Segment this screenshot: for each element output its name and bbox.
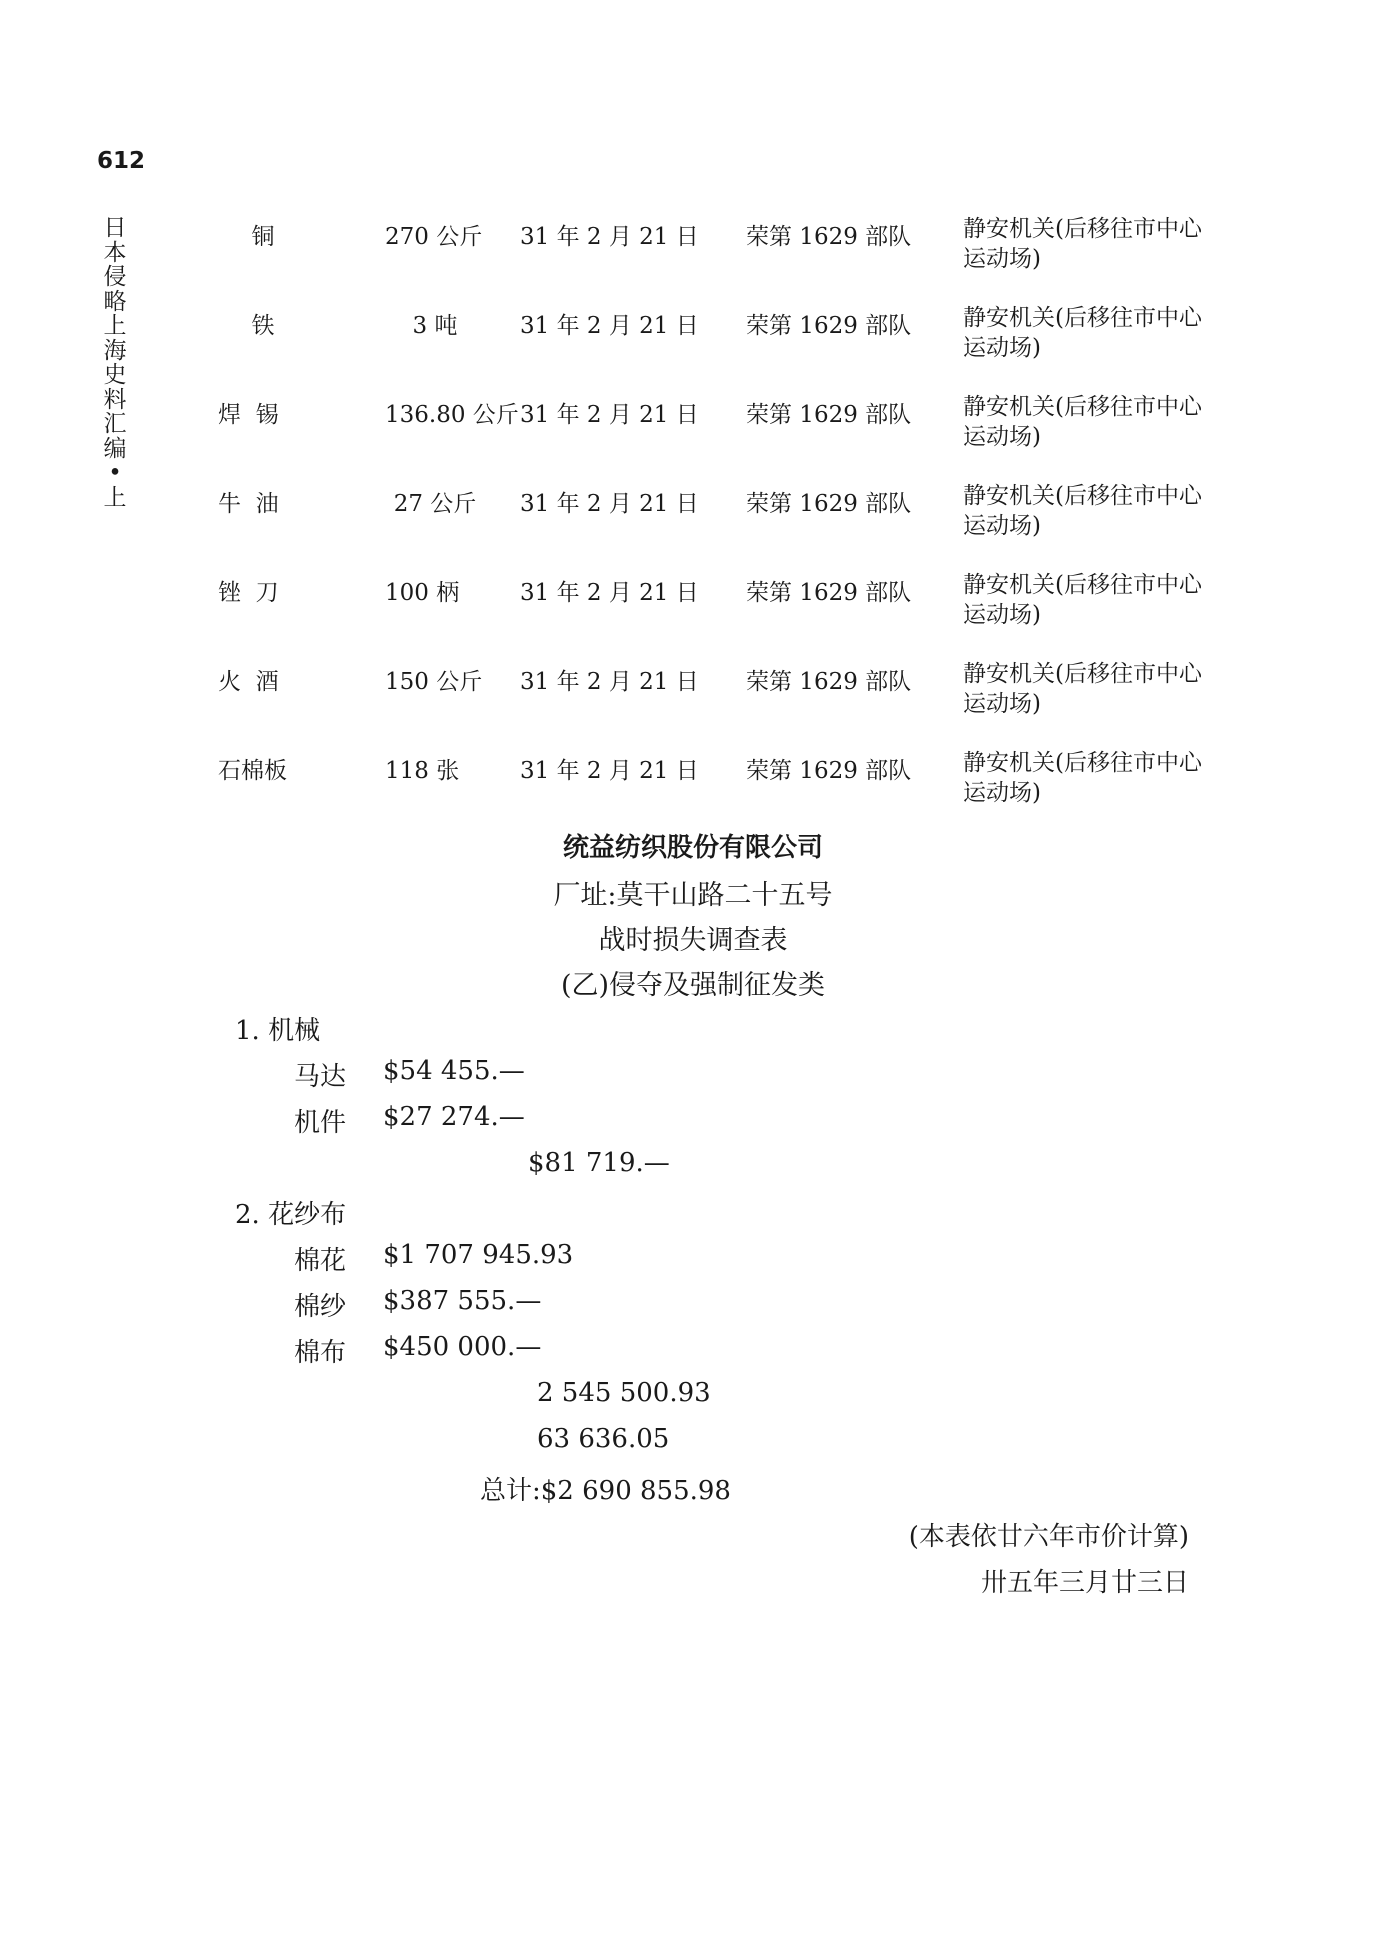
item-name: 锉 刀 bbox=[218, 580, 279, 606]
military-unit: 荣第 1629 部队 bbox=[746, 758, 912, 784]
table-row bbox=[0, 659, 1386, 721]
seizure-date: 31 年 2 月 21 日 bbox=[520, 313, 699, 339]
table-row bbox=[0, 748, 1386, 810]
item-label: 棉纱 bbox=[294, 1292, 347, 1322]
location: 静安机关(后移往市中心运动场) bbox=[963, 394, 1202, 450]
location: 静安机关(后移往市中心运动场) bbox=[963, 305, 1202, 361]
table-row bbox=[0, 392, 1386, 454]
subtotal: $81 719.— bbox=[528, 1148, 670, 1178]
quantity: 100 柄 bbox=[385, 580, 460, 606]
grand-total: 总计:$2 690 855.98 bbox=[480, 1476, 731, 1506]
item-value: $27 274.— bbox=[383, 1102, 525, 1132]
item-value: $1 707 945.93 bbox=[383, 1240, 574, 1270]
item-name: 铜 bbox=[251, 224, 275, 250]
item-name: 焊 锡 bbox=[218, 402, 279, 428]
item-value: $450 000.— bbox=[383, 1332, 542, 1362]
seizure-date: 31 年 2 月 21 日 bbox=[520, 491, 699, 517]
seizure-date: 31 年 2 月 21 日 bbox=[520, 224, 699, 250]
item-name: 牛 油 bbox=[218, 491, 279, 517]
item-label: 棉花 bbox=[294, 1246, 347, 1276]
additional-amount: 63 636.05 bbox=[537, 1424, 670, 1454]
quantity: 118 张 bbox=[385, 758, 460, 784]
item-name: 火 酒 bbox=[218, 669, 279, 695]
seizure-date: 31 年 2 月 21 日 bbox=[520, 669, 699, 695]
running-title: 日本侵略上海史料汇编•上 bbox=[103, 215, 127, 511]
table-row bbox=[0, 570, 1386, 632]
table-row bbox=[0, 214, 1386, 276]
quantity: 27 公斤 bbox=[393, 491, 477, 517]
military-unit: 荣第 1629 部队 bbox=[746, 580, 912, 606]
quantity: 3 吨 bbox=[412, 313, 458, 339]
seizure-date: 31 年 2 月 21 日 bbox=[520, 758, 699, 784]
quantity: 150 公斤 bbox=[385, 669, 483, 695]
item-value: $54 455.— bbox=[383, 1056, 525, 1086]
factory-address: 厂址:莫干山路二十五号 bbox=[553, 880, 833, 911]
section-heading-machinery: 1. 机械 bbox=[235, 1016, 321, 1046]
location: 静安机关(后移往市中心运动场) bbox=[963, 483, 1202, 539]
military-unit: 荣第 1629 部队 bbox=[746, 669, 912, 695]
item-label: 马达 bbox=[294, 1062, 347, 1092]
location: 静安机关(后移往市中心运动场) bbox=[963, 661, 1202, 717]
location: 静安机关(后移往市中心运动场) bbox=[963, 216, 1202, 272]
item-value: $387 555.— bbox=[383, 1286, 542, 1316]
section-heading-textiles: 2. 花纱布 bbox=[235, 1200, 347, 1230]
military-unit: 荣第 1629 部队 bbox=[746, 313, 912, 339]
quantity: 136.80 公斤 bbox=[385, 402, 519, 428]
pricing-note: (本表依廿六年市价计算) bbox=[908, 1522, 1189, 1552]
item-name: 石棉板 bbox=[218, 758, 287, 784]
location: 静安机关(后移往市中心运动场) bbox=[963, 750, 1202, 806]
item-name: 铁 bbox=[251, 313, 275, 339]
loss-category: (乙)侵夺及强制征发类 bbox=[560, 970, 826, 1001]
table-row bbox=[0, 303, 1386, 365]
location: 静安机关(后移往市中心运动场) bbox=[963, 572, 1202, 628]
form-title: 战时损失调查表 bbox=[598, 925, 788, 956]
military-unit: 荣第 1629 部队 bbox=[746, 224, 912, 250]
item-label: 棉布 bbox=[294, 1338, 347, 1368]
item-label: 机件 bbox=[294, 1108, 347, 1138]
document-date: 卅五年三月廿三日 bbox=[980, 1568, 1189, 1598]
military-unit: 荣第 1629 部队 bbox=[746, 491, 912, 517]
table-row bbox=[0, 481, 1386, 543]
military-unit: 荣第 1629 部队 bbox=[746, 402, 912, 428]
quantity: 270 公斤 bbox=[385, 224, 483, 250]
seizure-date: 31 年 2 月 21 日 bbox=[520, 402, 699, 428]
page-number: 612 bbox=[97, 148, 146, 174]
seizure-date: 31 年 2 月 21 日 bbox=[520, 580, 699, 606]
company-name: 统益纺织股份有限公司 bbox=[562, 833, 823, 863]
subtotal: 2 545 500.93 bbox=[537, 1378, 711, 1408]
